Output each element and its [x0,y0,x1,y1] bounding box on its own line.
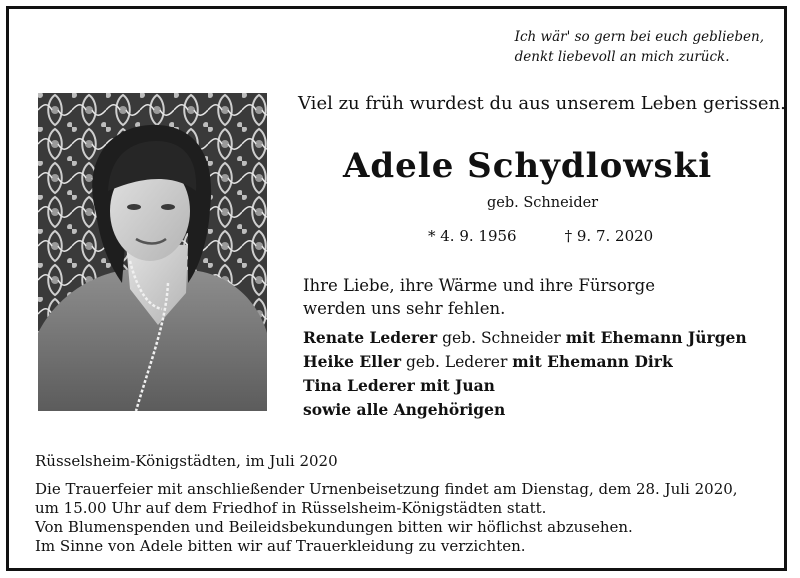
place-date: Rüsselsheim-Königstädten, im Juli 2020 [35,452,338,470]
deceased-name: Adele Schydlowski [343,146,713,186]
funeral-notice [35,480,738,556]
mourner-name: sowie alle Angehörigen [303,400,506,419]
portrait-photo [38,93,267,411]
mourner-name: Renate Lederer [303,328,438,347]
intro-line: Viel zu früh wurdest du aus unserem Leben gerissen. [298,93,786,114]
mourner-note: geb. Lederer [401,353,513,371]
death-date: † 9. 7. 2020 [564,227,654,245]
birth-date: * 4. 9. 1956 [428,227,517,245]
mourner-line [303,398,747,422]
motto-line: Ich wär' so gern bei euch geblieben, [514,29,764,45]
motto-line: denkt liebevoll an mich zurück. [514,49,730,65]
notice-line: Die Trauerfeier mit anschließender Urnenbeisetzung findet am Dienstag, dem 28. Juli 2020, [35,480,738,498]
mourner-name: Tina Lederer mit Juan [303,376,495,395]
notice-line: Von Blumenspenden und Beileidsbekundungen bitten wir höflichst abzusehen. [35,518,633,536]
mourner-line [303,326,747,350]
mourner-note: geb. Schneider [437,329,566,347]
maiden-name: geb. Schneider [487,195,599,211]
notice-line: um 15.00 Uhr auf dem Friedhof in Rüsselsheim-Königstädten statt. [35,499,547,517]
mourner-line [303,350,747,374]
mourner-spouse: mit Ehemann Jürgen [565,328,747,347]
mourners-list [303,326,747,422]
notice-line: Im Sinne von Adele bitten wir auf Trauerkleidung zu verzichten. [35,537,526,555]
mourner-name: Heike Eller [303,352,402,371]
tribute-line: werden uns sehr fehlen. [303,299,506,318]
portrait-photo-icon [38,93,267,411]
tribute-text [303,274,655,320]
motto-quote [515,27,764,67]
tribute-line: Ihre Liebe, ihre Wärme und ihre Fürsorge [303,276,656,295]
mourner-line [303,374,747,398]
mourner-spouse: mit Ehemann Dirk [512,352,673,371]
life-dates [428,227,653,245]
